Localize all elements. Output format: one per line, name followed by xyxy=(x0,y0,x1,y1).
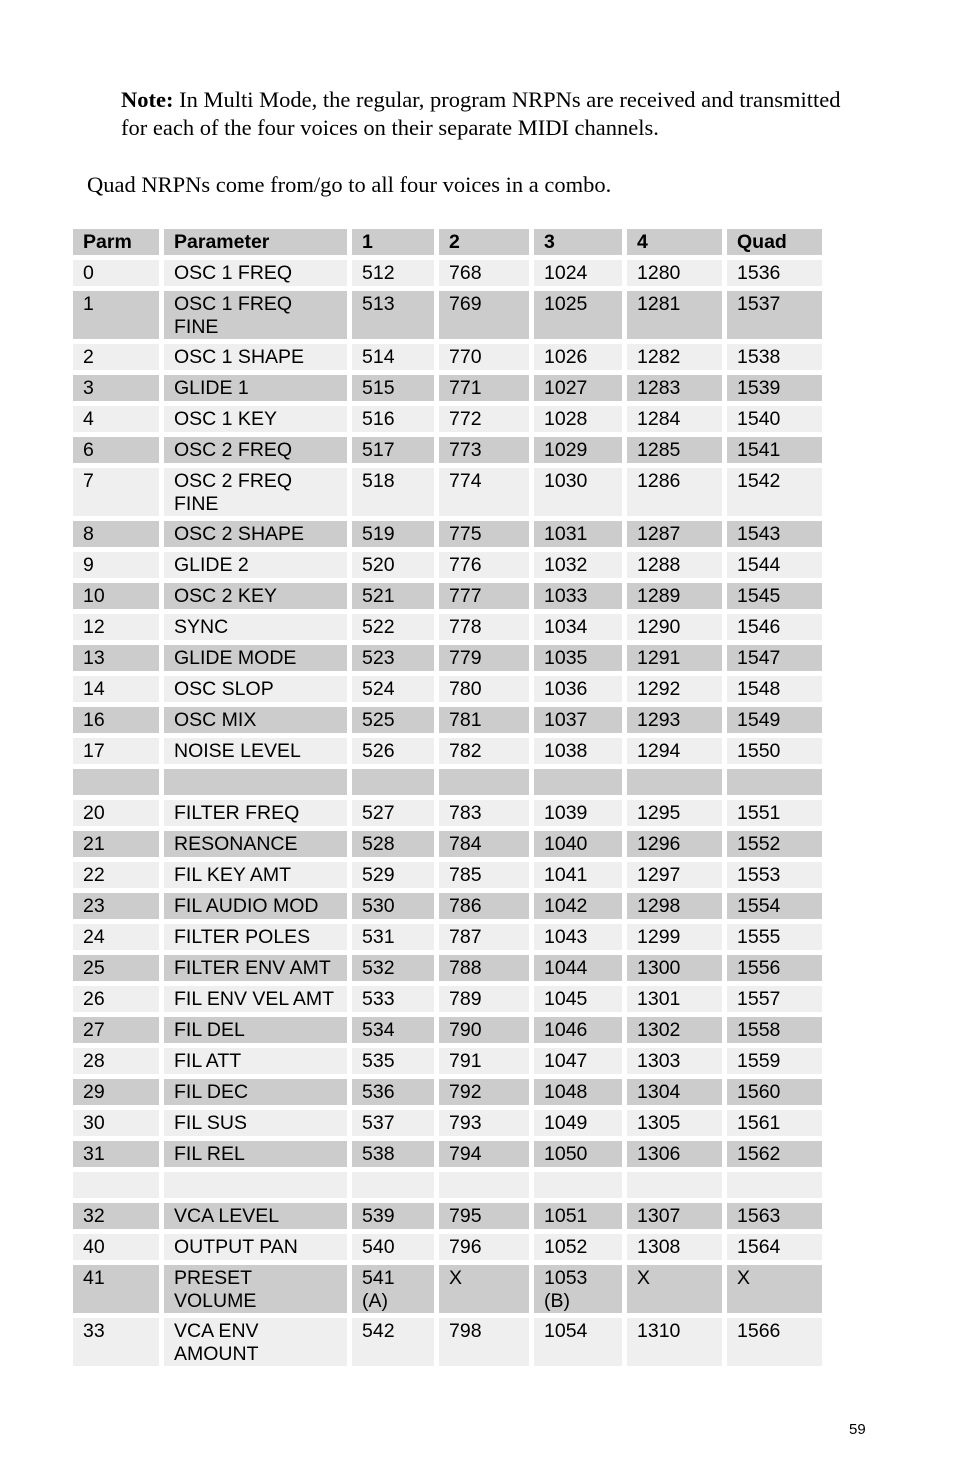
cell-quad xyxy=(727,769,822,795)
cell-quad: 1556 xyxy=(727,955,822,981)
cell-parm: 16 xyxy=(73,707,159,733)
cell-voice-1 xyxy=(352,769,434,795)
page-number: 59 xyxy=(849,1421,866,1438)
cell-quad: 1539 xyxy=(727,375,822,401)
cell-voice-4: 1286 xyxy=(627,468,722,516)
cell-voice-2: 771 xyxy=(439,375,529,401)
cell-parameter: VCA LEVEL xyxy=(164,1203,347,1229)
cell-voice-3: 1041 xyxy=(534,862,622,888)
cell-parm: 12 xyxy=(73,614,159,640)
cell-voice-3: 1024 xyxy=(534,260,622,286)
cell-parameter: FIL DEC xyxy=(164,1079,347,1105)
cell-voice-2: 786 xyxy=(439,893,529,919)
table-row xyxy=(73,375,822,401)
cell-voice-3: 1028 xyxy=(534,406,622,432)
table-row xyxy=(73,468,822,516)
cell-parm: 41 xyxy=(73,1265,159,1313)
cell-voice-2: 772 xyxy=(439,406,529,432)
cell-voice-3: 1025 xyxy=(534,291,622,339)
table-row xyxy=(73,1141,822,1167)
cell-parm: 29 xyxy=(73,1079,159,1105)
cell-voice-2: 792 xyxy=(439,1079,529,1105)
cell-voice-4: 1306 xyxy=(627,1141,722,1167)
cell-parameter: FILTER ENV AMT xyxy=(164,955,347,981)
cell-voice-4: 1308 xyxy=(627,1234,722,1260)
cell-parameter: SYNC xyxy=(164,614,347,640)
cell-parm: 25 xyxy=(73,955,159,981)
table-row xyxy=(73,1172,822,1198)
cell-voice-1 xyxy=(352,1172,434,1198)
cell-voice-4: X xyxy=(627,1265,722,1313)
cell-quad: 1546 xyxy=(727,614,822,640)
cell-voice-4: 1300 xyxy=(627,955,722,981)
cell-parameter: FIL REL xyxy=(164,1141,347,1167)
cell-voice-3: 1043 xyxy=(534,924,622,950)
cell-quad: 1559 xyxy=(727,1048,822,1074)
cell-voice-3: 1039 xyxy=(534,800,622,826)
table-row xyxy=(73,1318,822,1366)
header-voice-2: 2 xyxy=(439,229,529,255)
cell-voice-1: 530 xyxy=(352,893,434,919)
cell-parameter xyxy=(164,1172,347,1198)
cell-quad: 1548 xyxy=(727,676,822,702)
cell-quad: 1555 xyxy=(727,924,822,950)
cell-voice-2: 781 xyxy=(439,707,529,733)
cell-voice-3: 1038 xyxy=(534,738,622,764)
cell-parm: 10 xyxy=(73,583,159,609)
table-row xyxy=(73,645,822,671)
cell-voice-4: 1293 xyxy=(627,707,722,733)
cell-parm: 2 xyxy=(73,344,159,370)
cell-voice-1: 536 xyxy=(352,1079,434,1105)
cell-voice-2: 774 xyxy=(439,468,529,516)
cell-voice-2: 769 xyxy=(439,291,529,339)
cell-parameter: VCA ENV AMOUNT xyxy=(164,1318,347,1366)
table-row xyxy=(73,738,822,764)
table-row xyxy=(73,1079,822,1105)
cell-voice-1: 517 xyxy=(352,437,434,463)
cell-voice-1: 513 xyxy=(352,291,434,339)
cell-voice-1: 534 xyxy=(352,1017,434,1043)
cell-parameter: OSC 2 FREQ FINE xyxy=(164,468,347,516)
table-row xyxy=(73,800,822,826)
cell-quad: 1553 xyxy=(727,862,822,888)
cell-voice-4: 1280 xyxy=(627,260,722,286)
cell-voice-1: 516 xyxy=(352,406,434,432)
cell-voice-4: 1301 xyxy=(627,986,722,1012)
cell-voice-3: 1045 xyxy=(534,986,622,1012)
cell-voice-2: 787 xyxy=(439,924,529,950)
cell-parameter: OSC 2 KEY xyxy=(164,583,347,609)
cell-voice-3 xyxy=(534,769,622,795)
cell-quad: 1562 xyxy=(727,1141,822,1167)
cell-voice-1: 520 xyxy=(352,552,434,578)
cell-quad: 1551 xyxy=(727,800,822,826)
table-row xyxy=(73,769,822,795)
cell-parm: 13 xyxy=(73,645,159,671)
cell-parameter: FIL SUS xyxy=(164,1110,347,1136)
cell-voice-3: 1049 xyxy=(534,1110,622,1136)
cell-parm: 9 xyxy=(73,552,159,578)
cell-voice-2: 790 xyxy=(439,1017,529,1043)
cell-voice-2: 778 xyxy=(439,614,529,640)
cell-voice-1: 525 xyxy=(352,707,434,733)
cell-voice-1: 542 xyxy=(352,1318,434,1366)
cell-quad: 1566 xyxy=(727,1318,822,1366)
cell-parm: 8 xyxy=(73,521,159,547)
cell-parameter: OUTPUT PAN xyxy=(164,1234,347,1260)
cell-voice-2: 791 xyxy=(439,1048,529,1074)
cell-parm: 28 xyxy=(73,1048,159,1074)
table-header-row xyxy=(73,229,822,255)
cell-voice-3: 1052 xyxy=(534,1234,622,1260)
cell-parm: 14 xyxy=(73,676,159,702)
cell-voice-3: 1030 xyxy=(534,468,622,516)
cell-voice-2: 784 xyxy=(439,831,529,857)
cell-parameter: FILTER FREQ xyxy=(164,800,347,826)
cell-parameter: FIL DEL xyxy=(164,1017,347,1043)
cell-voice-3: 1031 xyxy=(534,521,622,547)
table-row xyxy=(73,344,822,370)
cell-parameter: FIL ATT xyxy=(164,1048,347,1074)
cell-voice-3: 1048 xyxy=(534,1079,622,1105)
cell-parameter: FILTER POLES xyxy=(164,924,347,950)
cell-voice-1: 526 xyxy=(352,738,434,764)
cell-parm: 26 xyxy=(73,986,159,1012)
cell-parm: 23 xyxy=(73,893,159,919)
cell-quad: 1563 xyxy=(727,1203,822,1229)
table-row xyxy=(73,1017,822,1043)
cell-voice-4: 1285 xyxy=(627,437,722,463)
cell-voice-2: 777 xyxy=(439,583,529,609)
cell-parm: 27 xyxy=(73,1017,159,1043)
cell-quad: 1541 xyxy=(727,437,822,463)
cell-voice-2: 773 xyxy=(439,437,529,463)
cell-voice-4: 1298 xyxy=(627,893,722,919)
cell-voice-1: 519 xyxy=(352,521,434,547)
cell-voice-4: 1302 xyxy=(627,1017,722,1043)
cell-voice-1: 522 xyxy=(352,614,434,640)
cell-quad: 1549 xyxy=(727,707,822,733)
table-row xyxy=(73,1203,822,1229)
cell-voice-4: 1296 xyxy=(627,831,722,857)
cell-voice-2: 795 xyxy=(439,1203,529,1229)
cell-quad: 1542 xyxy=(727,468,822,516)
cell-quad: 1538 xyxy=(727,344,822,370)
cell-quad: 1558 xyxy=(727,1017,822,1043)
table-row xyxy=(73,406,822,432)
multi-mode-note xyxy=(121,86,861,142)
cell-voice-4: 1299 xyxy=(627,924,722,950)
cell-voice-2: 785 xyxy=(439,862,529,888)
cell-parameter: PRESET VOLUME xyxy=(164,1265,347,1313)
cell-voice-1: 528 xyxy=(352,831,434,857)
table-row xyxy=(73,893,822,919)
table-row xyxy=(73,831,822,857)
cell-voice-1: 540 xyxy=(352,1234,434,1260)
cell-voice-3: 1053 (B) xyxy=(534,1265,622,1313)
cell-parameter: OSC 1 KEY xyxy=(164,406,347,432)
cell-voice-3: 1047 xyxy=(534,1048,622,1074)
cell-quad: 1552 xyxy=(727,831,822,857)
cell-voice-3: 1054 xyxy=(534,1318,622,1366)
cell-voice-2: X xyxy=(439,1265,529,1313)
header-voice-3: 3 xyxy=(534,229,622,255)
cell-voice-3: 1034 xyxy=(534,614,622,640)
cell-parm: 20 xyxy=(73,800,159,826)
table-row xyxy=(73,676,822,702)
cell-voice-4: 1281 xyxy=(627,291,722,339)
cell-voice-2: 775 xyxy=(439,521,529,547)
table-row xyxy=(73,437,822,463)
cell-voice-3: 1051 xyxy=(534,1203,622,1229)
cell-voice-4: 1283 xyxy=(627,375,722,401)
cell-parameter: OSC 1 FREQ FINE xyxy=(164,291,347,339)
table-row xyxy=(73,924,822,950)
cell-voice-3: 1026 xyxy=(534,344,622,370)
cell-voice-1: 538 xyxy=(352,1141,434,1167)
cell-parameter: NOISE LEVEL xyxy=(164,738,347,764)
cell-parm xyxy=(73,769,159,795)
cell-voice-2 xyxy=(439,769,529,795)
cell-parameter: OSC 1 FREQ xyxy=(164,260,347,286)
cell-voice-1: 533 xyxy=(352,986,434,1012)
header-voice-1: 1 xyxy=(352,229,434,255)
cell-voice-3: 1040 xyxy=(534,831,622,857)
cell-parm: 0 xyxy=(73,260,159,286)
cell-voice-3: 1029 xyxy=(534,437,622,463)
cell-quad: 1537 xyxy=(727,291,822,339)
cell-parameter: OSC SLOP xyxy=(164,676,347,702)
table-body xyxy=(73,260,822,1366)
cell-quad: 1544 xyxy=(727,552,822,578)
cell-voice-2: 779 xyxy=(439,645,529,671)
header-quad: Quad xyxy=(727,229,822,255)
cell-voice-4 xyxy=(627,769,722,795)
cell-voice-3: 1035 xyxy=(534,645,622,671)
table-row xyxy=(73,291,822,339)
cell-voice-3: 1027 xyxy=(534,375,622,401)
table-row xyxy=(73,1265,822,1313)
cell-quad: 1543 xyxy=(727,521,822,547)
nrpn-table xyxy=(68,224,827,1371)
cell-quad: 1536 xyxy=(727,260,822,286)
quad-nrpn-description: Quad NRPNs come from/go to all four voices in a combo. xyxy=(87,172,612,197)
cell-quad: 1560 xyxy=(727,1079,822,1105)
cell-parameter: RESONANCE xyxy=(164,831,347,857)
cell-voice-1: 518 xyxy=(352,468,434,516)
cell-voice-3: 1032 xyxy=(534,552,622,578)
cell-parameter: OSC 2 FREQ xyxy=(164,437,347,463)
cell-voice-4: 1297 xyxy=(627,862,722,888)
cell-parm: 24 xyxy=(73,924,159,950)
cell-voice-4: 1305 xyxy=(627,1110,722,1136)
cell-voice-2: 770 xyxy=(439,344,529,370)
header-parameter: Parameter xyxy=(164,229,347,255)
cell-parameter: OSC 2 SHAPE xyxy=(164,521,347,547)
cell-parm: 30 xyxy=(73,1110,159,1136)
cell-voice-2: 776 xyxy=(439,552,529,578)
table-row xyxy=(73,707,822,733)
cell-parm: 3 xyxy=(73,375,159,401)
cell-voice-1: 521 xyxy=(352,583,434,609)
cell-voice-4: 1282 xyxy=(627,344,722,370)
cell-voice-4: 1290 xyxy=(627,614,722,640)
table-row xyxy=(73,260,822,286)
cell-voice-3: 1046 xyxy=(534,1017,622,1043)
cell-parm: 7 xyxy=(73,468,159,516)
cell-voice-2: 794 xyxy=(439,1141,529,1167)
header-voice-4: 4 xyxy=(627,229,722,255)
table-row xyxy=(73,955,822,981)
cell-quad: 1554 xyxy=(727,893,822,919)
cell-voice-3: 1050 xyxy=(534,1141,622,1167)
cell-voice-1: 515 xyxy=(352,375,434,401)
cell-voice-1: 524 xyxy=(352,676,434,702)
cell-voice-3: 1033 xyxy=(534,583,622,609)
cell-voice-1: 532 xyxy=(352,955,434,981)
cell-voice-4: 1310 xyxy=(627,1318,722,1366)
cell-voice-1: 514 xyxy=(352,344,434,370)
cell-voice-2: 789 xyxy=(439,986,529,1012)
table-row xyxy=(73,552,822,578)
cell-parm: 17 xyxy=(73,738,159,764)
cell-voice-2: 788 xyxy=(439,955,529,981)
cell-parameter: FIL KEY AMT xyxy=(164,862,347,888)
cell-voice-2 xyxy=(439,1172,529,1198)
cell-voice-4: 1287 xyxy=(627,521,722,547)
note-label: Note: xyxy=(121,87,174,112)
cell-voice-1: 535 xyxy=(352,1048,434,1074)
table-row xyxy=(73,521,822,547)
cell-parm xyxy=(73,1172,159,1198)
cell-quad: 1557 xyxy=(727,986,822,1012)
table-row xyxy=(73,583,822,609)
cell-voice-1: 527 xyxy=(352,800,434,826)
cell-voice-4: 1292 xyxy=(627,676,722,702)
cell-voice-4: 1304 xyxy=(627,1079,722,1105)
table-row xyxy=(73,1048,822,1074)
cell-voice-1: 523 xyxy=(352,645,434,671)
cell-voice-1: 539 xyxy=(352,1203,434,1229)
cell-voice-1: 537 xyxy=(352,1110,434,1136)
table-row xyxy=(73,614,822,640)
cell-voice-4: 1295 xyxy=(627,800,722,826)
cell-parm: 22 xyxy=(73,862,159,888)
cell-parm: 6 xyxy=(73,437,159,463)
cell-quad: 1547 xyxy=(727,645,822,671)
cell-voice-1: 512 xyxy=(352,260,434,286)
cell-voice-3: 1037 xyxy=(534,707,622,733)
cell-voice-3: 1036 xyxy=(534,676,622,702)
cell-parameter xyxy=(164,769,347,795)
cell-quad: 1545 xyxy=(727,583,822,609)
cell-parm: 40 xyxy=(73,1234,159,1260)
cell-voice-4: 1307 xyxy=(627,1203,722,1229)
cell-voice-4: 1303 xyxy=(627,1048,722,1074)
table-row xyxy=(73,862,822,888)
table-row xyxy=(73,986,822,1012)
cell-parameter: GLIDE 2 xyxy=(164,552,347,578)
cell-voice-4: 1289 xyxy=(627,583,722,609)
cell-parm: 4 xyxy=(73,406,159,432)
cell-voice-3 xyxy=(534,1172,622,1198)
cell-voice-2: 783 xyxy=(439,800,529,826)
cell-voice-2: 798 xyxy=(439,1318,529,1366)
cell-parm: 21 xyxy=(73,831,159,857)
cell-quad: 1561 xyxy=(727,1110,822,1136)
cell-parm: 33 xyxy=(73,1318,159,1366)
header-parm: Parm xyxy=(73,229,159,255)
cell-parameter: FIL AUDIO MOD xyxy=(164,893,347,919)
table-row xyxy=(73,1234,822,1260)
cell-quad: 1540 xyxy=(727,406,822,432)
cell-parameter: OSC 1 SHAPE xyxy=(164,344,347,370)
cell-voice-2: 796 xyxy=(439,1234,529,1260)
cell-voice-4 xyxy=(627,1172,722,1198)
cell-voice-1: 531 xyxy=(352,924,434,950)
cell-voice-2: 780 xyxy=(439,676,529,702)
cell-parameter: OSC MIX xyxy=(164,707,347,733)
cell-quad xyxy=(727,1172,822,1198)
cell-voice-3: 1042 xyxy=(534,893,622,919)
cell-voice-2: 782 xyxy=(439,738,529,764)
table-row xyxy=(73,1110,822,1136)
cell-voice-4: 1288 xyxy=(627,552,722,578)
cell-voice-4: 1284 xyxy=(627,406,722,432)
cell-parameter: GLIDE 1 xyxy=(164,375,347,401)
cell-parameter: FIL ENV VEL AMT xyxy=(164,986,347,1012)
cell-voice-3: 1044 xyxy=(534,955,622,981)
cell-parameter: GLIDE MODE xyxy=(164,645,347,671)
cell-voice-2: 768 xyxy=(439,260,529,286)
cell-quad: X xyxy=(727,1265,822,1313)
cell-voice-4: 1294 xyxy=(627,738,722,764)
cell-voice-1: 529 xyxy=(352,862,434,888)
cell-voice-1: 541 (A) xyxy=(352,1265,434,1313)
cell-parm: 31 xyxy=(73,1141,159,1167)
cell-parm: 1 xyxy=(73,291,159,339)
note-text: In Multi Mode, the regular, program NRPNs are received and transmitted for each of the four voices on their separate MIDI channels. xyxy=(121,87,841,140)
cell-quad: 1550 xyxy=(727,738,822,764)
cell-quad: 1564 xyxy=(727,1234,822,1260)
cell-voice-4: 1291 xyxy=(627,645,722,671)
cell-parm: 32 xyxy=(73,1203,159,1229)
cell-voice-2: 793 xyxy=(439,1110,529,1136)
